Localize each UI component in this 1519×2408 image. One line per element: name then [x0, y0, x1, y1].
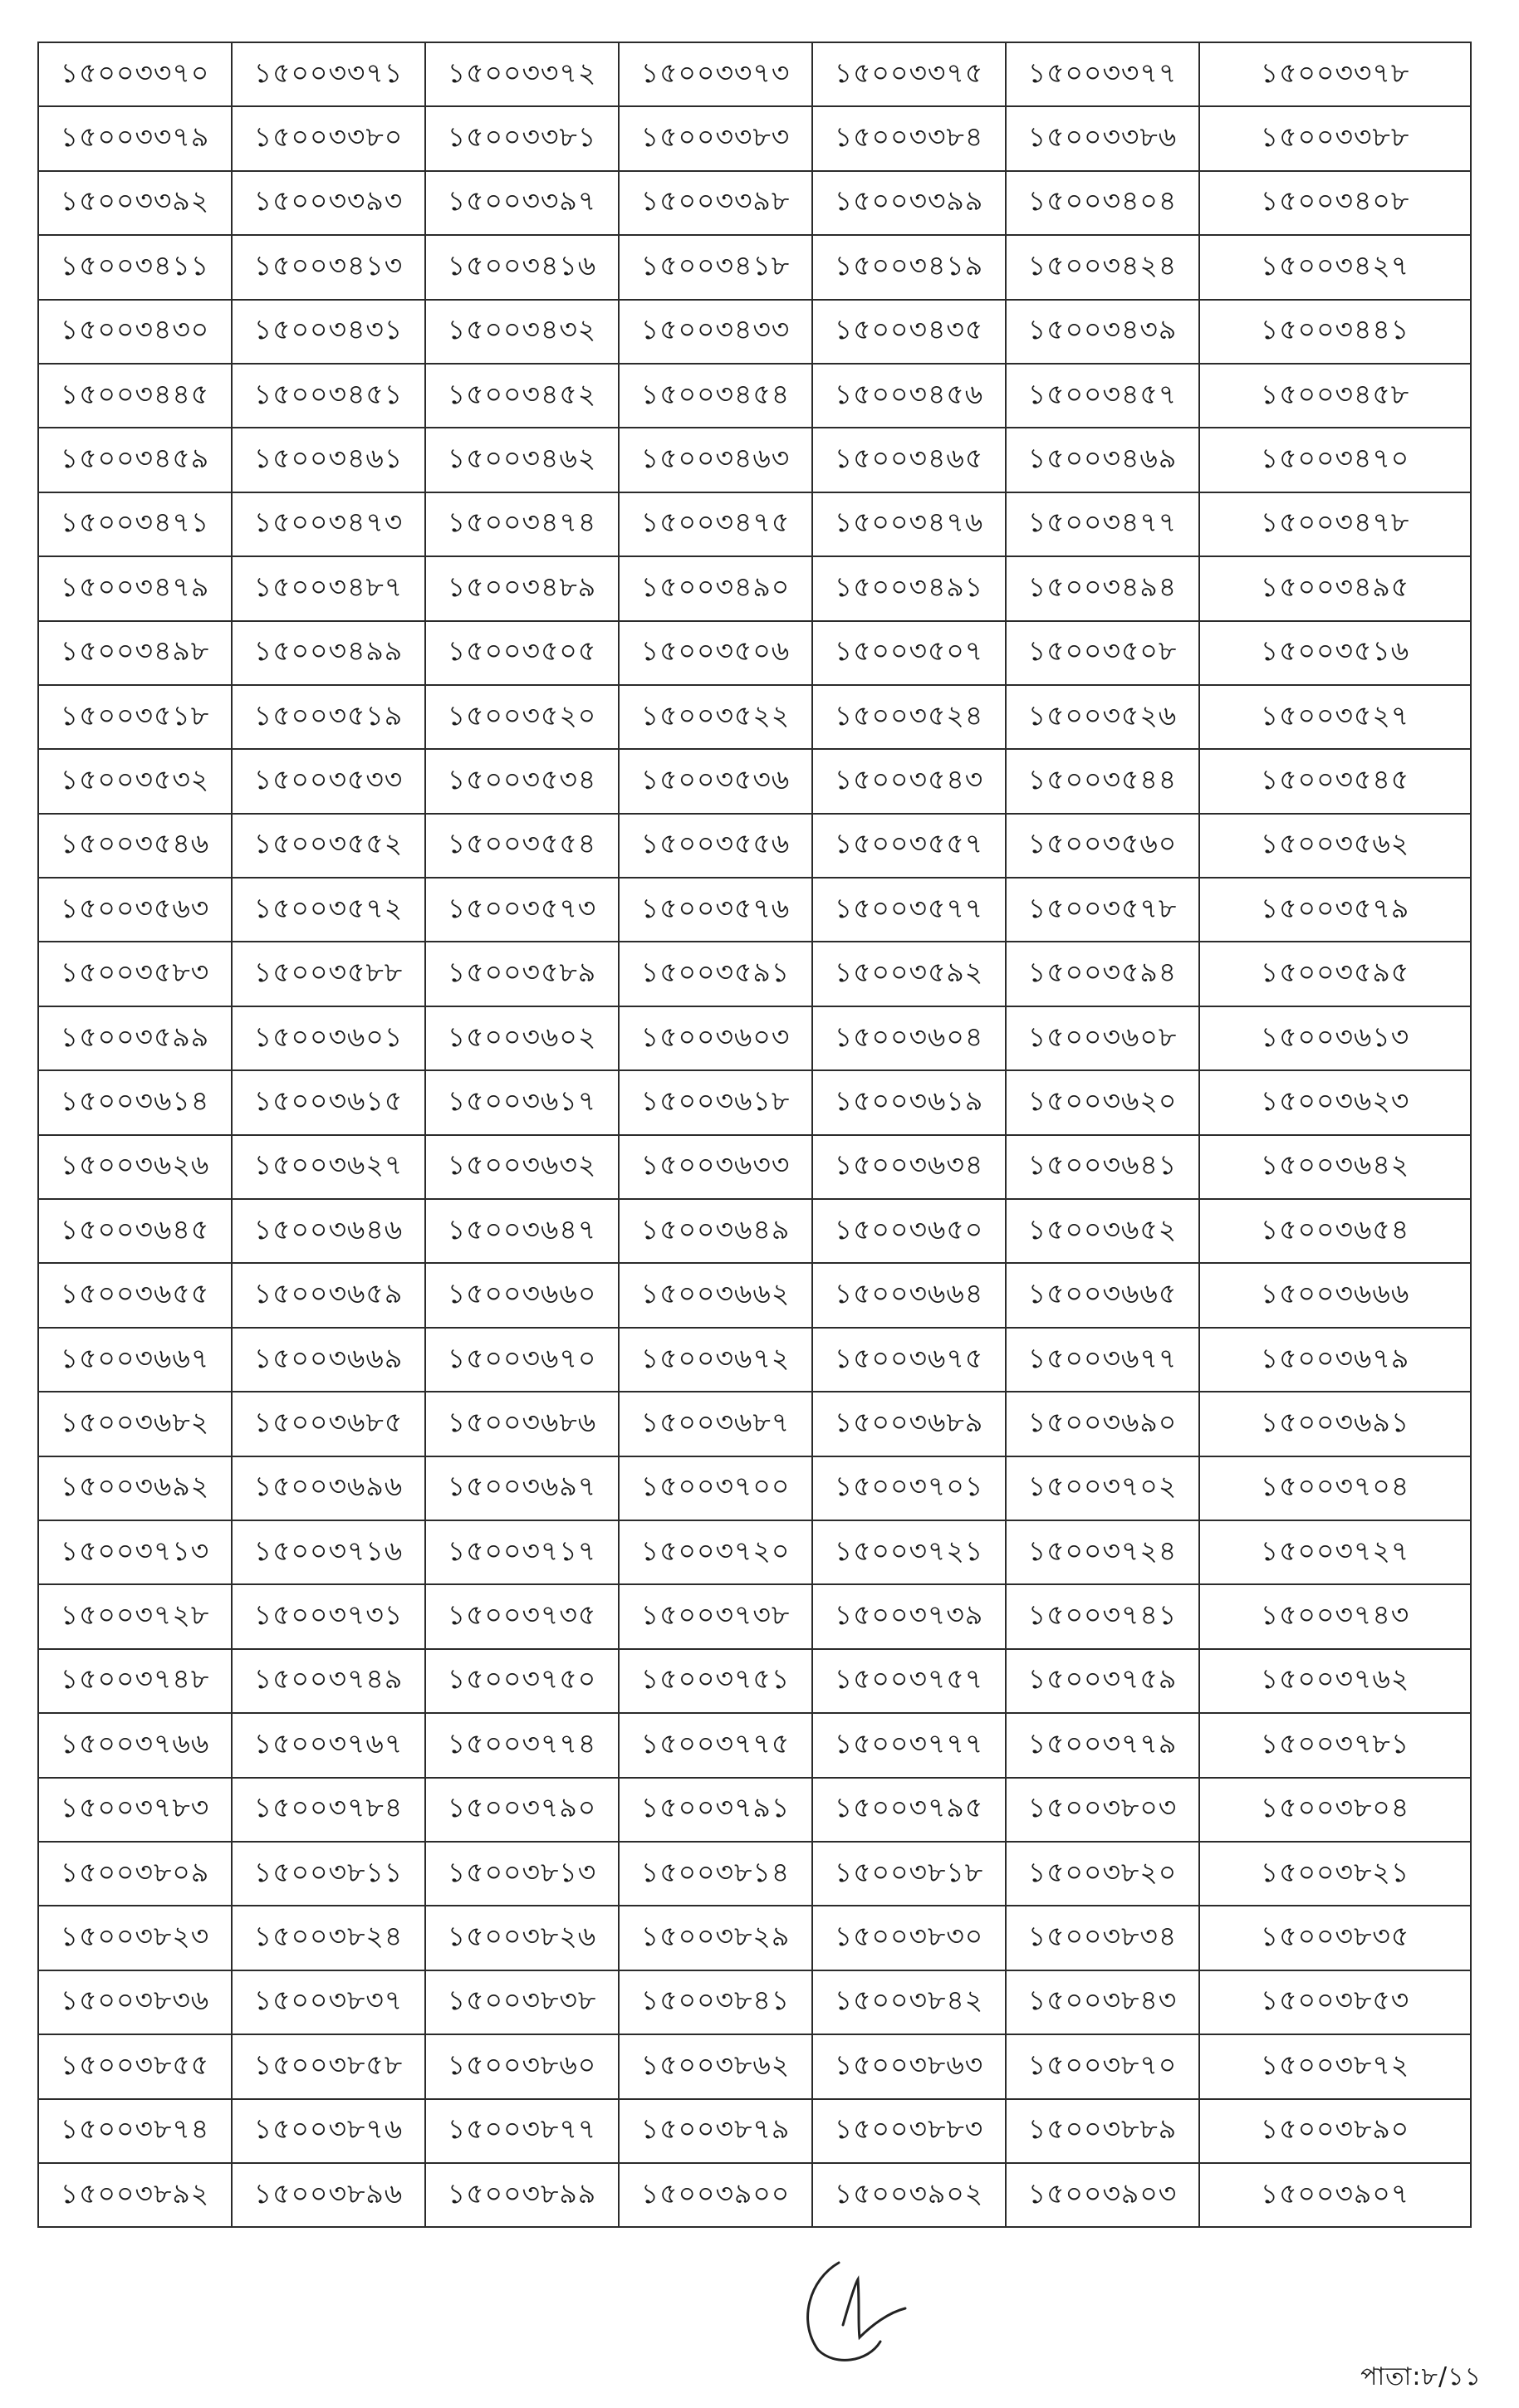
- roll-number-cell: ১৫০০৩৫৭২: [232, 878, 425, 942]
- roll-number-cell: ১৫০০৩৪৯০: [619, 556, 812, 620]
- roll-number-cell: ১৫০০৩৬১৮: [619, 1070, 812, 1134]
- roll-number-cell: ১৫০০৩৪৭৩: [232, 492, 425, 556]
- roll-number-cell: ১৫০০৩৭৬২: [1199, 1649, 1471, 1713]
- roll-number-cell: ১৫০০৩৮৭৪: [38, 2099, 232, 2163]
- roll-number-cell: ১৫০০৩৩৯৩: [232, 171, 425, 235]
- roll-number-cell: ১৫০০৩৪৫৪: [619, 364, 812, 428]
- roll-number-cell: ১৫০০৩৮৫৩: [1199, 1970, 1471, 2034]
- roll-number-cell: ১৫০০৩৬৮৬: [425, 1392, 619, 1456]
- roll-number-cell: ১৫০০৩৬১৯: [812, 1070, 1006, 1134]
- signature-mark: [793, 2246, 918, 2371]
- roll-number-cell: ১৫০০৩৩৭৯: [38, 106, 232, 170]
- roll-number-cell: ১৫০০৩৭৪১: [1006, 1584, 1199, 1648]
- roll-number-cell: ১৫০০৩৪৬৩: [619, 428, 812, 492]
- roll-number-cell: ১৫০০৩৮৮৩: [812, 2099, 1006, 2163]
- roll-number-cell: ১৫০০৩৮৭০: [1006, 2034, 1199, 2098]
- roll-number-cell: ১৫০০৩৬৯২: [38, 1456, 232, 1520]
- roll-number-cell: ১৫০০৩৮২৬: [425, 1906, 619, 1970]
- roll-number-cell: ১৫০০৩৪১৮: [619, 235, 812, 299]
- roll-number-cell: ১৫০০৩৫৭৮: [1006, 878, 1199, 942]
- roll-number-cell: ১৫০০৩৭৫৯: [1006, 1649, 1199, 1713]
- roll-number-cell: ১৫০০৩৬৭২: [619, 1328, 812, 1392]
- roll-number-cell: ১৫০০৩৩৭২: [425, 42, 619, 106]
- roll-number-cell: ১৫০০৩৪৭১: [38, 492, 232, 556]
- table-row: [38, 2099, 1471, 2163]
- roll-number-cell: ১৫০০৩৬৪৭: [425, 1199, 619, 1263]
- roll-number-cell: ১৫০০৩৬৬৪: [812, 1263, 1006, 1327]
- roll-number-cell: ১৫০০৩৩৮৩: [619, 106, 812, 170]
- roll-number-cell: ১৫০০৩৮২০: [1006, 1842, 1199, 1906]
- roll-number-cell: ১৫০০৩৩৯৯: [812, 171, 1006, 235]
- roll-number-cell: ১৫০০৩৫৪৩: [812, 749, 1006, 813]
- roll-number-table: [37, 42, 1472, 2228]
- roll-number-cell: ১৫০০৩৬১৩: [1199, 1006, 1471, 1070]
- roll-number-cell: ১৫০০৩৮৪২: [812, 1970, 1006, 2034]
- roll-number-cell: ১৫০০৩৮১১: [232, 1842, 425, 1906]
- table-row: [38, 1328, 1471, 1392]
- roll-number-cell: ১৫০০৩৬৯৬: [232, 1456, 425, 1520]
- roll-number-cell: ১৫০০৩৯০৭: [1199, 2163, 1471, 2227]
- roll-number-cell: ১৫০০৩৪৩৫: [812, 300, 1006, 364]
- roll-number-cell: ১৫০০৩৮৩৪: [1006, 1906, 1199, 1970]
- roll-number-cell: ১৫০০৩৬৬০: [425, 1263, 619, 1327]
- roll-number-cell: ১৫০০৩৮৪১: [619, 1970, 812, 2034]
- roll-number-cell: ১৫০০৩৪২৭: [1199, 235, 1471, 299]
- roll-number-cell: ১৫০০৩৮০৪: [1199, 1778, 1471, 1842]
- roll-number-cell: ১৫০০৩৩৭৩: [619, 42, 812, 106]
- table-row: [38, 1970, 1471, 2034]
- roll-number-cell: ১৫০০৩৩৮৬: [1006, 106, 1199, 170]
- roll-number-cell: ১৫০০৩৩৮১: [425, 106, 619, 170]
- roll-number-cell: ১৫০০৩৭৩৯: [812, 1584, 1006, 1648]
- roll-number-cell: ১৫০০৩৬৮২: [38, 1392, 232, 1456]
- roll-number-cell: ১৫০০৩৫৬২: [1199, 814, 1471, 878]
- roll-number-cell: ১৫০০৩৪৫১: [232, 364, 425, 428]
- roll-number-cell: ১৫০০৩৮২৪: [232, 1906, 425, 1970]
- roll-number-cell: ১৫০০৩৬৫৯: [232, 1263, 425, 1327]
- roll-number-cell: ১৫০০৩৪৩০: [38, 300, 232, 364]
- roll-number-cell: ১৫০০৩৭৪৩: [1199, 1584, 1471, 1648]
- roll-number-cell: ১৫০০৩৪৭০: [1199, 428, 1471, 492]
- roll-number-cell: ১৫০০৩৪৭৬: [812, 492, 1006, 556]
- roll-number-cell: ১৫০০৩৩৭৮: [1199, 42, 1471, 106]
- roll-number-cell: ১৫০০৩৭৭৫: [619, 1713, 812, 1777]
- roll-number-cell: ১৫০০৩৫৭৯: [1199, 878, 1471, 942]
- roll-number-cell: ১৫০০৩৬৪১: [1006, 1135, 1199, 1199]
- roll-number-cell: ১৫০০৩৭০০: [619, 1456, 812, 1520]
- roll-number-cell: ১৫০০৩৭৫৭: [812, 1649, 1006, 1713]
- roll-number-cell: ১৫০০৩৬২৬: [38, 1135, 232, 1199]
- roll-number-cell: ১৫০০৩৬৮৭: [619, 1392, 812, 1456]
- roll-number-cell: ১৫০০৩৫০৬: [619, 621, 812, 685]
- roll-number-cell: ১৫০০৩৫০৭: [812, 621, 1006, 685]
- roll-number-cell: ১৫০০৩৫২০: [425, 685, 619, 749]
- roll-number-cell: ১৫০০৩৬৩৪: [812, 1135, 1006, 1199]
- roll-number-cell: ১৫০০৩৮৮৯: [1006, 2099, 1199, 2163]
- roll-number-cell: ১৫০০৩৫২২: [619, 685, 812, 749]
- table-row: [38, 942, 1471, 1006]
- roll-number-cell: ১৫০০৩৫৬৩: [38, 878, 232, 942]
- roll-number-cell: ১৫০০৩৪২৪: [1006, 235, 1199, 299]
- roll-number-cell: ১৫০০৩৪৩৯: [1006, 300, 1199, 364]
- roll-number-cell: ১৫০০৩৮৩০: [812, 1906, 1006, 1970]
- table-row: [38, 749, 1471, 813]
- roll-number-cell: ১৫০০৩৭৩৮: [619, 1584, 812, 1648]
- table-row: [38, 814, 1471, 878]
- roll-number-cell: ১৫০০৩৫৮৮: [232, 942, 425, 1006]
- roll-number-cell: ১৫০০৩৫৭৩: [425, 878, 619, 942]
- roll-number-cell: ১৫০০৩৪৯১: [812, 556, 1006, 620]
- table-row: [38, 1778, 1471, 1842]
- roll-number-cell: ১৫০০৩৭২৭: [1199, 1520, 1471, 1584]
- roll-number-cell: ১৫০০৩৬৯৭: [425, 1456, 619, 1520]
- roll-number-cell: ১৫০০৩৬১৪: [38, 1070, 232, 1134]
- roll-number-cell: ১৫০০৩৬৫৫: [38, 1263, 232, 1327]
- table-row: [38, 1906, 1471, 1970]
- roll-number-cell: ১৫০০৩৫৮৩: [38, 942, 232, 1006]
- roll-number-cell: ১৫০০৩৬৪৯: [619, 1199, 812, 1263]
- roll-number-cell: ১৫০০৩৩৮৪: [812, 106, 1006, 170]
- roll-number-cell: ১৫০০৩৯০২: [812, 2163, 1006, 2227]
- roll-number-cell: ১৫০০৩৮৭২: [1199, 2034, 1471, 2098]
- roll-number-cell: ১৫০০৩৫৫২: [232, 814, 425, 878]
- roll-number-cell: ১৫০০৩৭৫০: [425, 1649, 619, 1713]
- roll-number-cell: ১৫০০৩৮০৯: [38, 1842, 232, 1906]
- roll-number-cell: ১৫০০৩৫৯৪: [1006, 942, 1199, 1006]
- roll-number-cell: ১৫০০৩৪৯৮: [38, 621, 232, 685]
- roll-number-cell: ১৫০০৩৫৮৯: [425, 942, 619, 1006]
- roll-number-cell: ১৫০০৩৪৬৫: [812, 428, 1006, 492]
- roll-number-cell: ১৫০০৩৬০৪: [812, 1006, 1006, 1070]
- table-row: [38, 556, 1471, 620]
- roll-number-cell: ১৫০০৩৬০৩: [619, 1006, 812, 1070]
- roll-number-cell: ১৫০০৩৭৬৭: [232, 1713, 425, 1777]
- roll-number-cell: ১৫০০৩৬৪৫: [38, 1199, 232, 1263]
- roll-number-cell: ১৫০০৩৬৭৫: [812, 1328, 1006, 1392]
- roll-number-cell: ১৫০০৩৩৭১: [232, 42, 425, 106]
- table-row: [38, 1199, 1471, 1263]
- table-row: [38, 1070, 1471, 1134]
- roll-number-cell: ১৫০০৩৬৭০: [425, 1328, 619, 1392]
- roll-number-cell: ১৫০০৩৭৮৪: [232, 1778, 425, 1842]
- roll-number-cell: ১৫০০৩৪৬১: [232, 428, 425, 492]
- roll-number-cell: ১৫০০৩৪১৬: [425, 235, 619, 299]
- roll-number-cell: ১৫০০৩৩৯২: [38, 171, 232, 235]
- roll-number-cell: ১৫০০৩৪৪৫: [38, 364, 232, 428]
- table-row: [38, 42, 1471, 106]
- roll-number-cell: ১৫০০৩৮৬০: [425, 2034, 619, 2098]
- roll-number-cell: ১৫০০৩৮৫৫: [38, 2034, 232, 2098]
- roll-number-cell: ১৫০০৩৪৭৭: [1006, 492, 1199, 556]
- roll-number-cell: ১৫০০৩৭৭৭: [812, 1713, 1006, 1777]
- roll-number-cell: ১৫০০৩৮৬২: [619, 2034, 812, 2098]
- roll-number-cell: ১৫০০৩৬৬৭: [38, 1328, 232, 1392]
- roll-number-cell: ১৫০০৩৬৪৬: [232, 1199, 425, 1263]
- roll-number-cell: ১৫০০৩৭৮১: [1199, 1713, 1471, 1777]
- roll-number-cell: ১৫০০৩৪৫২: [425, 364, 619, 428]
- roll-number-cell: ১৫০০৩৪৫৯: [38, 428, 232, 492]
- roll-number-cell: ১৫০০৩৫৫৭: [812, 814, 1006, 878]
- roll-number-cell: ১৫০০৩৪৫৭: [1006, 364, 1199, 428]
- roll-number-cell: ১৫০০৩৫৭৬: [619, 878, 812, 942]
- roll-number-cell: ১৫০০৩৬৮৫: [232, 1392, 425, 1456]
- roll-number-cell: ১৫০০৩৩৭৭: [1006, 42, 1199, 106]
- roll-number-cell: ১৫০০৩৪৭৪: [425, 492, 619, 556]
- roll-number-cell: ১৫০০৩৪৪১: [1199, 300, 1471, 364]
- roll-number-cell: ১৫০০৩৬২০: [1006, 1070, 1199, 1134]
- roll-number-cell: ১৫০০৩৭৭৪: [425, 1713, 619, 1777]
- table-row: [38, 621, 1471, 685]
- roll-number-cell: ১৫০০৩৪৬৯: [1006, 428, 1199, 492]
- roll-number-cell: ১৫০০৩৭৯০: [425, 1778, 619, 1842]
- table-row: [38, 1392, 1471, 1456]
- roll-number-cell: ১৫০০৩৪৮৯: [425, 556, 619, 620]
- roll-number-cell: ১৫০০৩৬৯১: [1199, 1392, 1471, 1456]
- roll-number-cell: ১৫০০৩৬০২: [425, 1006, 619, 1070]
- roll-number-cell: ১৫০০৩৪১১: [38, 235, 232, 299]
- roll-number-cell: ১৫০০৩৭৬৬: [38, 1713, 232, 1777]
- roll-number-cell: ১৫০০৩৩৭৫: [812, 42, 1006, 106]
- table-row: [38, 428, 1471, 492]
- roll-number-cell: ১৫০০৩৫১৮: [38, 685, 232, 749]
- roll-number-cell: ১৫০০৩৫৫৬: [619, 814, 812, 878]
- roll-number-cell: ১৫০০৩৭৯১: [619, 1778, 812, 1842]
- roll-number-cell: ১৫০০৩৬৫৪: [1199, 1199, 1471, 1263]
- roll-number-cell: ১৫০০৩৭৩৫: [425, 1584, 619, 1648]
- roll-number-cell: ১৫০০৩৮৯৬: [232, 2163, 425, 2227]
- roll-number-cell: ১৫০০৩৪৯৪: [1006, 556, 1199, 620]
- table-row: [38, 1263, 1471, 1327]
- roll-number-cell: ১৫০০৩৬০১: [232, 1006, 425, 1070]
- roll-number-cell: ১৫০০৩৭২১: [812, 1520, 1006, 1584]
- roll-number-cell: ১৫০০৩৫৯৫: [1199, 942, 1471, 1006]
- roll-number-cell: ১৫০০৩৮৯০: [1199, 2099, 1471, 2163]
- roll-number-cell: ১৫০০৩৩৮০: [232, 106, 425, 170]
- roll-number-cell: ১৫০০৩৮৭৭: [425, 2099, 619, 2163]
- roll-number-cell: ১৫০০৩৫০৫: [425, 621, 619, 685]
- table-row: [38, 235, 1471, 299]
- roll-number-cell: ১৫০০৩৮০৩: [1006, 1778, 1199, 1842]
- roll-number-cell: ১৫০০৩৫৬০: [1006, 814, 1199, 878]
- table-row: [38, 1842, 1471, 1906]
- roll-number-cell: ১৫০০৩৭৩১: [232, 1584, 425, 1648]
- table-row: [38, 878, 1471, 942]
- roll-number-cell: ১৫০০৩৭৪৮: [38, 1649, 232, 1713]
- roll-number-cell: ১৫০০৩৫৪৬: [38, 814, 232, 878]
- roll-number-cell: ১৫০০৩৪৩৩: [619, 300, 812, 364]
- roll-number-cell: ১৫০০৩৬২৭: [232, 1135, 425, 1199]
- roll-number-cell: ১৫০০৩৮২৩: [38, 1906, 232, 1970]
- roll-number-cell: ১৫০০৩৮৩৬: [38, 1970, 232, 2034]
- roll-number-cell: ১৫০০৩৫৩৪: [425, 749, 619, 813]
- roll-number-cell: ১৫০০৩৮৩৮: [425, 1970, 619, 2034]
- roll-number-cell: ১৫০০৩৮১৪: [619, 1842, 812, 1906]
- roll-number-cell: ১৫০০৩৫৩৬: [619, 749, 812, 813]
- roll-number-cell: ১৫০০৩৪৫৮: [1199, 364, 1471, 428]
- roll-number-cell: ১৫০০৩৬৬৯: [232, 1328, 425, 1392]
- roll-number-cell: ১৫০০৩৪৩১: [232, 300, 425, 364]
- roll-number-cell: ১৫০০৩৮৬৩: [812, 2034, 1006, 2098]
- roll-number-cell: ১৫০০৩৫৭৭: [812, 878, 1006, 942]
- table-row: [38, 685, 1471, 749]
- roll-number-cell: ১৫০০৩৫৩২: [38, 749, 232, 813]
- roll-number-cell: ১৫০০৩৪৫৬: [812, 364, 1006, 428]
- roll-number-cell: ১৫০০৩৭০১: [812, 1456, 1006, 1520]
- roll-number-cell: ১৫০০৩৬২৩: [1199, 1070, 1471, 1134]
- table-row: [38, 1713, 1471, 1777]
- roll-number-cell: ১৫০০৩৬১৭: [425, 1070, 619, 1134]
- table-row: [38, 1649, 1471, 1713]
- roll-number-cell: ১৫০০৩৪৬২: [425, 428, 619, 492]
- roll-number-cell: ১৫০০৩৫৪৪: [1006, 749, 1199, 813]
- roll-number-cell: ১৫০০৩৪৯৯: [232, 621, 425, 685]
- roll-number-cell: ১৫০০৩৩৭০: [38, 42, 232, 106]
- table-row: [38, 1456, 1471, 1520]
- roll-number-cell: ১৫০০৩৮৯৯: [425, 2163, 619, 2227]
- roll-number-cell: ১৫০০৩৫২৬: [1006, 685, 1199, 749]
- roll-number-cell: ১৫০০৩৫৩৩: [232, 749, 425, 813]
- table-row: [38, 2163, 1471, 2227]
- roll-number-cell: ১৫০০৩৪৭৯: [38, 556, 232, 620]
- roll-number-cell: ১৫০০৩৭০৪: [1199, 1456, 1471, 1520]
- roll-number-cell: ১৫০০৩৭৮৩: [38, 1778, 232, 1842]
- roll-number-cell: ১৫০০৩৫৪৫: [1199, 749, 1471, 813]
- table-row: [38, 1135, 1471, 1199]
- roll-number-cell: ১৫০০৩৭৯৫: [812, 1778, 1006, 1842]
- roll-number-cell: ১৫০০৩৪৭৮: [1199, 492, 1471, 556]
- roll-number-cell: ১৫০০৩৪১৩: [232, 235, 425, 299]
- roll-number-cell: ১৫০০৩৮৭৬: [232, 2099, 425, 2163]
- roll-number-cell: ১৫০০৩৫২৪: [812, 685, 1006, 749]
- roll-number-cell: ১৫০০৩৬৩৩: [619, 1135, 812, 1199]
- roll-number-cell: ১৫০০৩৫৯২: [812, 942, 1006, 1006]
- roll-number-cell: ১৫০০৩৬০৮: [1006, 1006, 1199, 1070]
- roll-number-cell: ১৫০০৩৮১৮: [812, 1842, 1006, 1906]
- roll-number-table-body: [38, 42, 1471, 2227]
- page-number: পাতা:৮/১১: [1360, 2362, 1482, 2391]
- roll-number-cell: ১৫০০৩৬৭৭: [1006, 1328, 1199, 1392]
- table-row: [38, 106, 1471, 170]
- roll-number-cell: ১৫০০৩৫৯৯: [38, 1006, 232, 1070]
- roll-number-cell: ১৫০০৩৭৫১: [619, 1649, 812, 1713]
- roll-number-cell: ১৫০০৩৩৯৭: [425, 171, 619, 235]
- roll-number-cell: ১৫০০৩৮২১: [1199, 1842, 1471, 1906]
- roll-number-cell: ১৫০০৩৬৬২: [619, 1263, 812, 1327]
- roll-number-cell: ১৫০০৩৫১৯: [232, 685, 425, 749]
- roll-number-cell: ১৫০০৩৬৭৯: [1199, 1328, 1471, 1392]
- roll-number-cell: ১৫০০৩৮৪৩: [1006, 1970, 1199, 2034]
- roll-number-cell: ১৫০০৩৪৩২: [425, 300, 619, 364]
- roll-number-cell: ১৫০০৩৮৩৭: [232, 1970, 425, 2034]
- roll-number-cell: ১৫০০৩৬৯০: [1006, 1392, 1199, 1456]
- roll-number-cell: ১৫০০৩৭১৬: [232, 1520, 425, 1584]
- roll-number-cell: ১৫০০৩৬১৫: [232, 1070, 425, 1134]
- roll-number-cell: ১৫০০৩৬৬৬: [1199, 1263, 1471, 1327]
- table-row: [38, 492, 1471, 556]
- roll-number-cell: ১৫০০৩৬৩২: [425, 1135, 619, 1199]
- table-row: [38, 171, 1471, 235]
- roll-number-cell: ১৫০০৩৪৮৭: [232, 556, 425, 620]
- roll-number-cell: ১৫০০৩৭০২: [1006, 1456, 1199, 1520]
- roll-number-cell: ১৫০০৩৭২৮: [38, 1584, 232, 1648]
- roll-number-cell: ১৫০০৩৮৫৮: [232, 2034, 425, 2098]
- roll-number-cell: ১৫০০৩৭৭৯: [1006, 1713, 1199, 1777]
- roll-number-cell: ১৫০০৩৬৫০: [812, 1199, 1006, 1263]
- roll-number-cell: ১৫০০৩৫০৮: [1006, 621, 1199, 685]
- roll-number-cell: ১৫০০৩৪০৮: [1199, 171, 1471, 235]
- roll-number-cell: ১৫০০৩৪৯৫: [1199, 556, 1471, 620]
- roll-number-cell: ১৫০০৩৩৮৮: [1199, 106, 1471, 170]
- roll-number-cell: ১৫০০৩৮৩৫: [1199, 1906, 1471, 1970]
- roll-number-cell: ১৫০০৩৬৪২: [1199, 1135, 1471, 1199]
- roll-number-cell: ১৫০০৩৭৪৯: [232, 1649, 425, 1713]
- roll-number-cell: ১৫০০৩৪১৯: [812, 235, 1006, 299]
- roll-number-cell: ১৫০০৩৩৯৮: [619, 171, 812, 235]
- roll-number-cell: ১৫০০৩৫২৭: [1199, 685, 1471, 749]
- roll-number-cell: ১৫০০৩৭২০: [619, 1520, 812, 1584]
- roll-number-cell: ১৫০০৩৭১৩: [38, 1520, 232, 1584]
- roll-number-cell: ১৫০০৩৫১৬: [1199, 621, 1471, 685]
- roll-number-cell: ১৫০০৩৮৭৯: [619, 2099, 812, 2163]
- table-row: [38, 300, 1471, 364]
- roll-number-cell: ১৫০০৩৮২৯: [619, 1906, 812, 1970]
- roll-number-cell: ১৫০০৩৪০৪: [1006, 171, 1199, 235]
- table-row: [38, 1006, 1471, 1070]
- roll-number-cell: ১৫০০৩৪৭৫: [619, 492, 812, 556]
- roll-number-cell: ১৫০০৩৫৫৪: [425, 814, 619, 878]
- roll-number-cell: ১৫০০৩৯০৩: [1006, 2163, 1199, 2227]
- roll-number-cell: ১৫০০৩৬৮৯: [812, 1392, 1006, 1456]
- roll-number-cell: ১৫০০৩৮১৩: [425, 1842, 619, 1906]
- roll-number-cell: ১৫০০৩৬৫২: [1006, 1199, 1199, 1263]
- roll-number-cell: ১৫০০৩৫৯১: [619, 942, 812, 1006]
- table-row: [38, 364, 1471, 428]
- roll-number-cell: ১৫০০৩৭২৪: [1006, 1520, 1199, 1584]
- table-row: [38, 2034, 1471, 2098]
- table-row: [38, 1584, 1471, 1648]
- roll-number-cell: ১৫০০৩৯০০: [619, 2163, 812, 2227]
- roll-number-cell: ১৫০০৩৬৬৫: [1006, 1263, 1199, 1327]
- roll-number-cell: ১৫০০৩৭১৭: [425, 1520, 619, 1584]
- table-row: [38, 1520, 1471, 1584]
- roll-number-cell: ১৫০০৩৮৯২: [38, 2163, 232, 2227]
